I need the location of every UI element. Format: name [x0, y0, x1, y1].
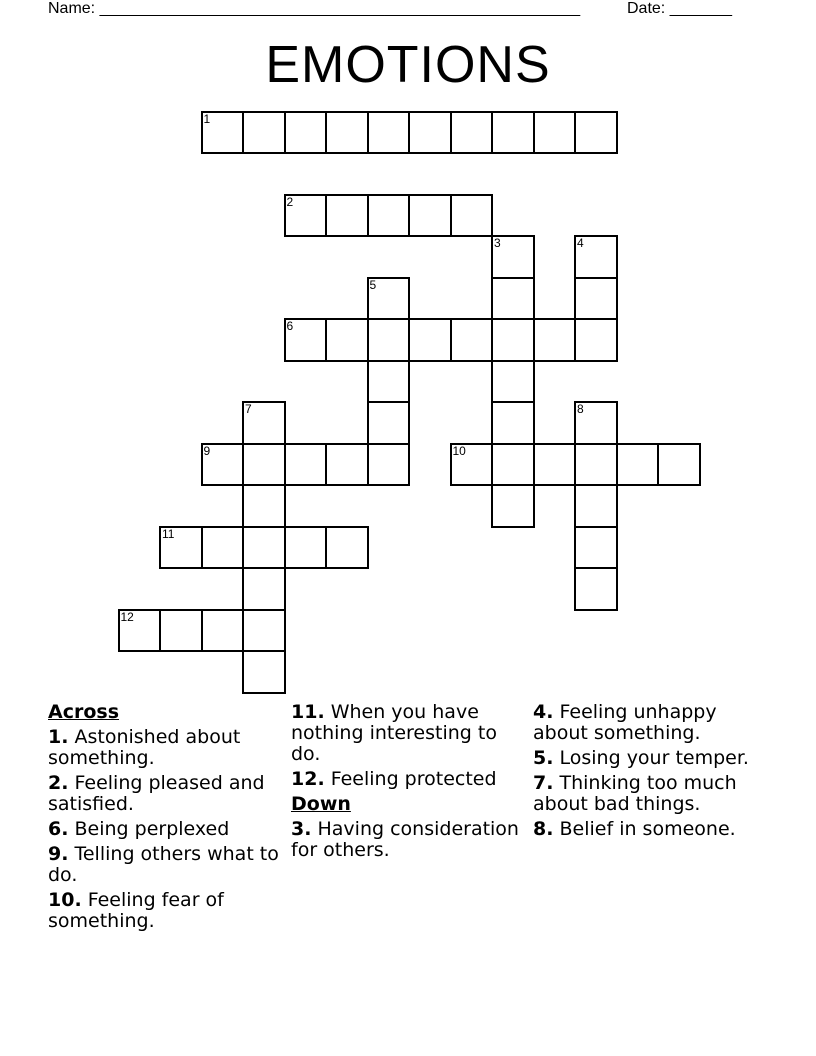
clue-down-7 — [533, 773, 769, 815]
clue-across-9 — [48, 844, 284, 886]
grid-cell[interactable] — [533, 443, 577, 487]
grid-cell[interactable] — [408, 318, 452, 362]
grid-cell[interactable] — [325, 194, 369, 238]
clue-text: Telling others what to do. — [48, 843, 279, 886]
grid-cell[interactable] — [450, 194, 494, 238]
clue-number-label: 10 — [452, 443, 466, 458]
grid-cell[interactable] — [574, 235, 618, 279]
grid-cell[interactable] — [242, 443, 286, 487]
grid-cell[interactable] — [491, 484, 535, 528]
clue-text: Feeling protected — [324, 768, 497, 790]
grid-cell[interactable] — [201, 526, 245, 570]
grid-cell[interactable] — [574, 401, 618, 445]
grid-cell[interactable] — [450, 443, 494, 487]
grid-cell[interactable] — [118, 609, 162, 653]
clue-number: 1. — [48, 726, 69, 748]
grid-cell[interactable] — [574, 111, 618, 155]
clue-down-5 — [533, 748, 769, 769]
clue-text: Feeling unhappy about something. — [533, 701, 717, 744]
clue-number: 10. — [48, 889, 82, 911]
clue-text: Being perplexed — [68, 818, 230, 840]
grid-cell[interactable] — [574, 318, 618, 362]
clue-text: Belief in someone. — [553, 818, 736, 840]
grid-cell[interactable] — [284, 194, 328, 238]
grid-cell[interactable] — [201, 443, 245, 487]
grid-cell[interactable] — [242, 401, 286, 445]
clue-number: 3. — [291, 818, 312, 840]
clue-number: 11. — [291, 701, 325, 723]
clue-across-6 — [48, 819, 284, 840]
clue-number: 9. — [48, 843, 69, 865]
grid-cell[interactable] — [325, 318, 369, 362]
down-heading: Down — [291, 793, 351, 815]
clue-text: Feeling pleased and satisfied. — [48, 772, 265, 815]
grid-cell[interactable] — [325, 111, 369, 155]
clue-text: Astonished about something. — [48, 726, 241, 769]
clue-across-10 — [48, 890, 284, 932]
date-field[interactable]: Date: _______ — [627, 0, 732, 17]
clues-column-1 — [48, 702, 284, 936]
clue-number: 12. — [291, 768, 325, 790]
grid-cell[interactable] — [533, 318, 577, 362]
clues-column-3 — [533, 702, 769, 844]
clue-number-label: 12 — [120, 609, 134, 624]
grid-cell[interactable] — [533, 111, 577, 155]
grid-cell[interactable] — [242, 111, 286, 155]
grid-cell[interactable] — [367, 401, 411, 445]
grid-cell[interactable] — [574, 277, 618, 321]
name-field[interactable]: Name: ______________________________________________________ — [48, 0, 581, 17]
clues-column-2 — [291, 702, 527, 865]
grid-cell[interactable] — [450, 318, 494, 362]
grid-cell[interactable] — [201, 111, 245, 155]
grid-cell[interactable] — [325, 526, 369, 570]
grid-cell[interactable] — [491, 318, 535, 362]
clue-number-label: 11 — [162, 526, 175, 541]
grid-cell[interactable] — [159, 526, 203, 570]
clue-number: 2. — [48, 772, 69, 794]
clue-number: 7. — [533, 772, 554, 794]
grid-cell[interactable] — [408, 111, 452, 155]
clue-across-2 — [48, 773, 284, 815]
grid-cell[interactable] — [574, 567, 618, 611]
clue-number-label: 3 — [494, 236, 501, 250]
grid-cell[interactable] — [159, 609, 203, 653]
grid-cell[interactable] — [491, 277, 535, 321]
clue-down-4 — [533, 702, 769, 744]
clue-text: Losing your temper. — [553, 747, 749, 769]
grid-cell[interactable] — [242, 609, 286, 653]
clue-number: 5. — [533, 747, 554, 769]
clue-number-label: 8 — [577, 402, 584, 416]
grid-cell[interactable] — [574, 443, 618, 487]
clue-across-12 — [291, 769, 527, 790]
grid-cell[interactable] — [367, 318, 411, 362]
clue-number: 6. — [48, 818, 69, 840]
grid-cell[interactable] — [491, 360, 535, 404]
grid-cell[interactable] — [367, 443, 411, 487]
clue-text: When you have nothing interesting to do. — [291, 701, 497, 765]
grid-cell[interactable] — [408, 194, 452, 238]
grid-cell[interactable] — [284, 111, 328, 155]
grid-cell[interactable] — [491, 401, 535, 445]
clue-down-8 — [533, 819, 769, 840]
grid-cell[interactable] — [201, 609, 245, 653]
grid-cell[interactable] — [367, 111, 411, 155]
grid-cell[interactable] — [242, 650, 286, 694]
grid-cell[interactable] — [242, 526, 286, 570]
clue-number-label: 6 — [286, 319, 294, 333]
grid-cell[interactable] — [616, 443, 660, 487]
clue-across-1 — [48, 727, 284, 769]
clue-number-label: 4 — [577, 236, 584, 250]
grid-cell[interactable] — [367, 194, 411, 238]
clue-down-3 — [291, 819, 527, 861]
grid-cell[interactable] — [367, 360, 411, 404]
grid-cell[interactable] — [284, 526, 328, 570]
clue-text: Having consideration for others. — [291, 818, 519, 861]
grid-cell[interactable] — [491, 235, 535, 279]
grid-cell[interactable] — [242, 484, 286, 528]
clue-number-label: 9 — [203, 443, 211, 458]
clue-text: Feeling fear of something. — [48, 889, 224, 932]
grid-cell[interactable] — [657, 443, 701, 487]
grid-cell[interactable] — [284, 443, 328, 487]
grid-cell[interactable] — [491, 111, 535, 155]
grid-cell[interactable] — [574, 484, 618, 528]
clue-number-label: 2 — [286, 194, 294, 209]
grid-cell[interactable] — [450, 111, 494, 155]
grid-cell[interactable] — [242, 567, 286, 611]
clue-text: Thinking too much about bad things. — [533, 772, 737, 815]
grid-cell[interactable] — [367, 277, 411, 321]
clue-number: 8. — [533, 818, 554, 840]
clue-number-label: 5 — [369, 277, 377, 292]
clue-number-label: 7 — [245, 402, 252, 416]
clue-across-11 — [291, 702, 527, 765]
grid-cell[interactable] — [574, 526, 618, 570]
grid-cell[interactable] — [491, 443, 535, 487]
across-heading: Across — [48, 701, 120, 723]
puzzle-title: EMOTIONS — [265, 36, 551, 94]
grid-cell[interactable] — [284, 318, 328, 362]
grid-cell[interactable] — [325, 443, 369, 487]
clue-number: 4. — [533, 701, 554, 723]
clue-number-label: 1 — [203, 111, 211, 126]
